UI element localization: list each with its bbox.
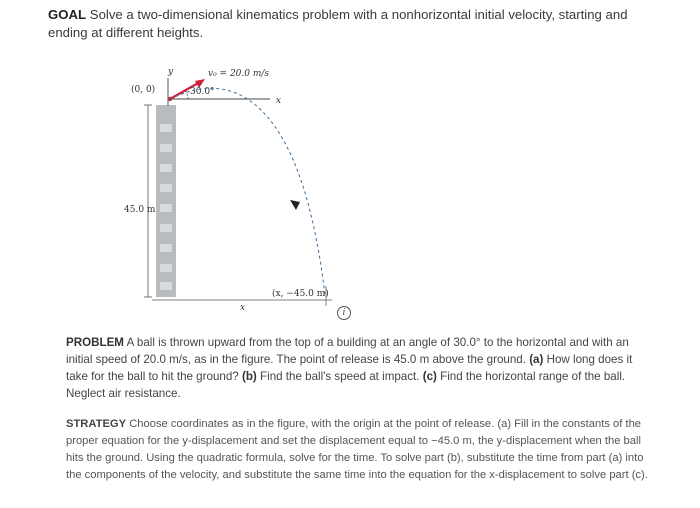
- velocity-label: v₀ = 20.0 m/s: [208, 69, 270, 79]
- y-axis-label: y: [168, 67, 174, 77]
- figure-diagram: [110, 60, 370, 320]
- projectile-figure: [110, 60, 370, 320]
- part-a-text: How long does it take for the ball to hit the ground?: [66, 353, 633, 383]
- strategy-paragraph: [66, 416, 656, 484]
- origin-label: (0, 0): [131, 85, 156, 95]
- problem-text: A ball is thrown upward from the top of a building at an angle of 30.0° to the horizontal and with an initial speed of 20.0 m/s, as in the figure. The point of release is 45.0 m above the ground.: [66, 336, 629, 366]
- building-windows: [160, 124, 172, 290]
- info-icon[interactable]: i: [337, 306, 351, 320]
- strategy-tag: STRATEGY: [66, 418, 127, 430]
- part-c-label: (c): [422, 370, 437, 383]
- goal-text: Solve a two-dimensional kinematics problem with a nonhorizontal initial velocity, starting and ending at different heights.: [48, 7, 628, 40]
- x-axis-label: x: [276, 96, 282, 106]
- angle-label: 30.0°: [190, 87, 215, 97]
- part-b-text: Find the ball's speed at impact.: [260, 370, 420, 383]
- landing-label: (x, −45.0 m): [272, 289, 329, 299]
- angle-arc: [185, 90, 188, 99]
- goal-tag: GOAL: [48, 7, 87, 22]
- goal-paragraph: [48, 6, 668, 42]
- part-c-text: Find the horizontal range of the ball. Neglect air resistance.: [66, 370, 626, 400]
- part-a-label: (a): [529, 353, 544, 366]
- height-label: 45.0 m: [124, 205, 156, 215]
- problem-paragraph: [66, 334, 656, 402]
- trajectory-path: [170, 88, 325, 295]
- part-b-label: (b): [241, 370, 257, 383]
- problem-tag: PROBLEM: [66, 336, 124, 349]
- ground-x-label: x: [240, 303, 246, 313]
- trajectory-direction-arrow-icon: [290, 200, 300, 210]
- strategy-text: Choose coordinates as in the figure, with the origin at the point of release. (a) Fill in the constants of the proper equation for the y-displacement and set the displacement equal to −45.0 m, the y-displacement when the ball hits the ground. Using the quadratic formula, solve for the time. To solve part (b), substitute the time from part (a) into the components of the velocity, and substitute the same time into the equation for the x-displacement to solve part (c).: [66, 418, 648, 481]
